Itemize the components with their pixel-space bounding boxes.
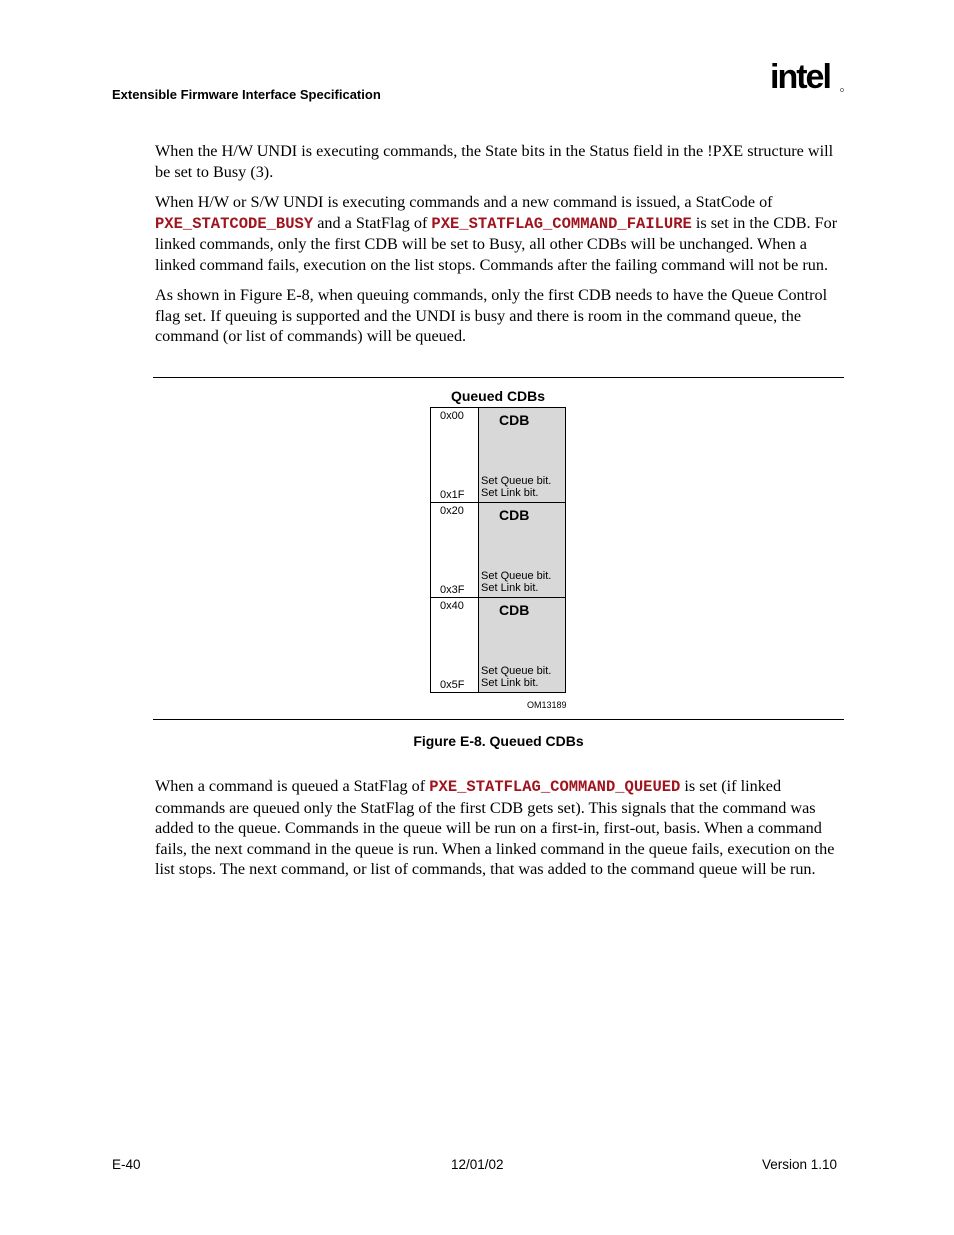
- address-start: 0x40: [440, 600, 464, 612]
- note-queue-bit: Set Queue bit.: [481, 475, 552, 487]
- cdb-notes: [481, 570, 551, 594]
- figure-top-rule: [153, 377, 844, 378]
- paragraph-2: [155, 192, 845, 275]
- address-end: 0x1F: [440, 489, 465, 501]
- cdb-body: [479, 503, 565, 597]
- address-end: 0x3F: [440, 584, 465, 596]
- p2-text-b: and a StatFlag of: [313, 213, 432, 232]
- cdb-stack: [430, 407, 566, 693]
- figure-id: OM13189: [527, 700, 567, 710]
- footer-version: Version 1.10: [762, 1157, 838, 1172]
- code-statcode-busy: PXE_STATCODE_BUSY: [155, 214, 314, 233]
- cdb-notes: [481, 475, 551, 499]
- cdb-label: CDB: [499, 412, 530, 428]
- address-column: [431, 598, 479, 692]
- cdb-label: CDB: [499, 507, 530, 523]
- note-link-bit: Set Link bit.: [481, 582, 539, 594]
- note-queue-bit: Set Queue bit.: [481, 570, 552, 582]
- footer-date: 12/01/02: [451, 1157, 504, 1172]
- address-end: 0x5F: [440, 679, 465, 691]
- note-link-bit: Set Link bit.: [481, 677, 539, 689]
- paragraph-3: As shown in Figure E-8, when queuing commands, only the first CDB needs to have the Queue Control flag set. If queuing is supported and the UNDI is busy and there is room in the command queue, the command (or list of commands) will be queued.: [155, 286, 828, 345]
- address-column: [431, 503, 479, 597]
- p2-text-a: When H/W or S/W UNDI is executing commands and a new command is issued, a StatCode of: [155, 193, 773, 211]
- body-text-bottom: [155, 776, 845, 880]
- address-start: 0x20: [440, 505, 464, 517]
- cdb-block-2: [431, 502, 565, 597]
- p4-text-b: is set (if linked commands are queued only the StatFlag of the first CDB gets set). This signals that the command was added to the queue. Commands in the queue will be run on a first-in, first-out, basis. When a command fails, the next command in the queue is run. When a linked command in the queue fails, execution on the list stops. The next command, or list of commands, that was added to the command queue will be run.: [155, 777, 835, 878]
- cdb-body: [479, 408, 565, 502]
- cdb-block-1: [431, 408, 565, 502]
- header-title: Extensible Firmware Interface Specification: [112, 87, 381, 102]
- paragraph-1: When the H/W UNDI is executing commands, the State bits in the Status field in the !PXE structure will be set to Busy (3).: [155, 142, 834, 181]
- cdb-label: CDB: [499, 602, 530, 618]
- intel-logo-text: intel: [770, 58, 830, 96]
- figure-caption: Figure E-8. Queued CDBs: [413, 733, 584, 749]
- cdb-body: [479, 598, 565, 692]
- intel-logo: [770, 58, 845, 104]
- footer-page-number: E-40: [112, 1157, 141, 1172]
- code-statflag-command-queued: PXE_STATFLAG_COMMAND_QUEUED: [429, 778, 681, 796]
- body-text-top: [155, 141, 845, 357]
- note-queue-bit: Set Queue bit.: [481, 665, 552, 677]
- address-start: 0x00: [440, 410, 464, 422]
- figure-title: Queued CDBs: [450, 388, 546, 404]
- figure-bottom-rule: [153, 719, 844, 720]
- address-column: [431, 408, 479, 502]
- note-link-bit: Set Link bit.: [481, 487, 539, 499]
- p2-text-c: is set in the CDB. For linked commands, only the first CDB will be set to Busy, all other CDBs will be unchanged. When a linked command fails, execution on the list stops. Commands after the failing command will not be run.: [155, 213, 838, 274]
- paragraph-4: [155, 776, 845, 880]
- cdb-notes: [481, 665, 551, 689]
- code-statflag-command-failure: PXE_STATFLAG_COMMAND_FAILURE: [431, 214, 692, 233]
- p4-text-a: When a command is queued a StatFlag of: [155, 777, 430, 795]
- cdb-block-3: [431, 597, 565, 692]
